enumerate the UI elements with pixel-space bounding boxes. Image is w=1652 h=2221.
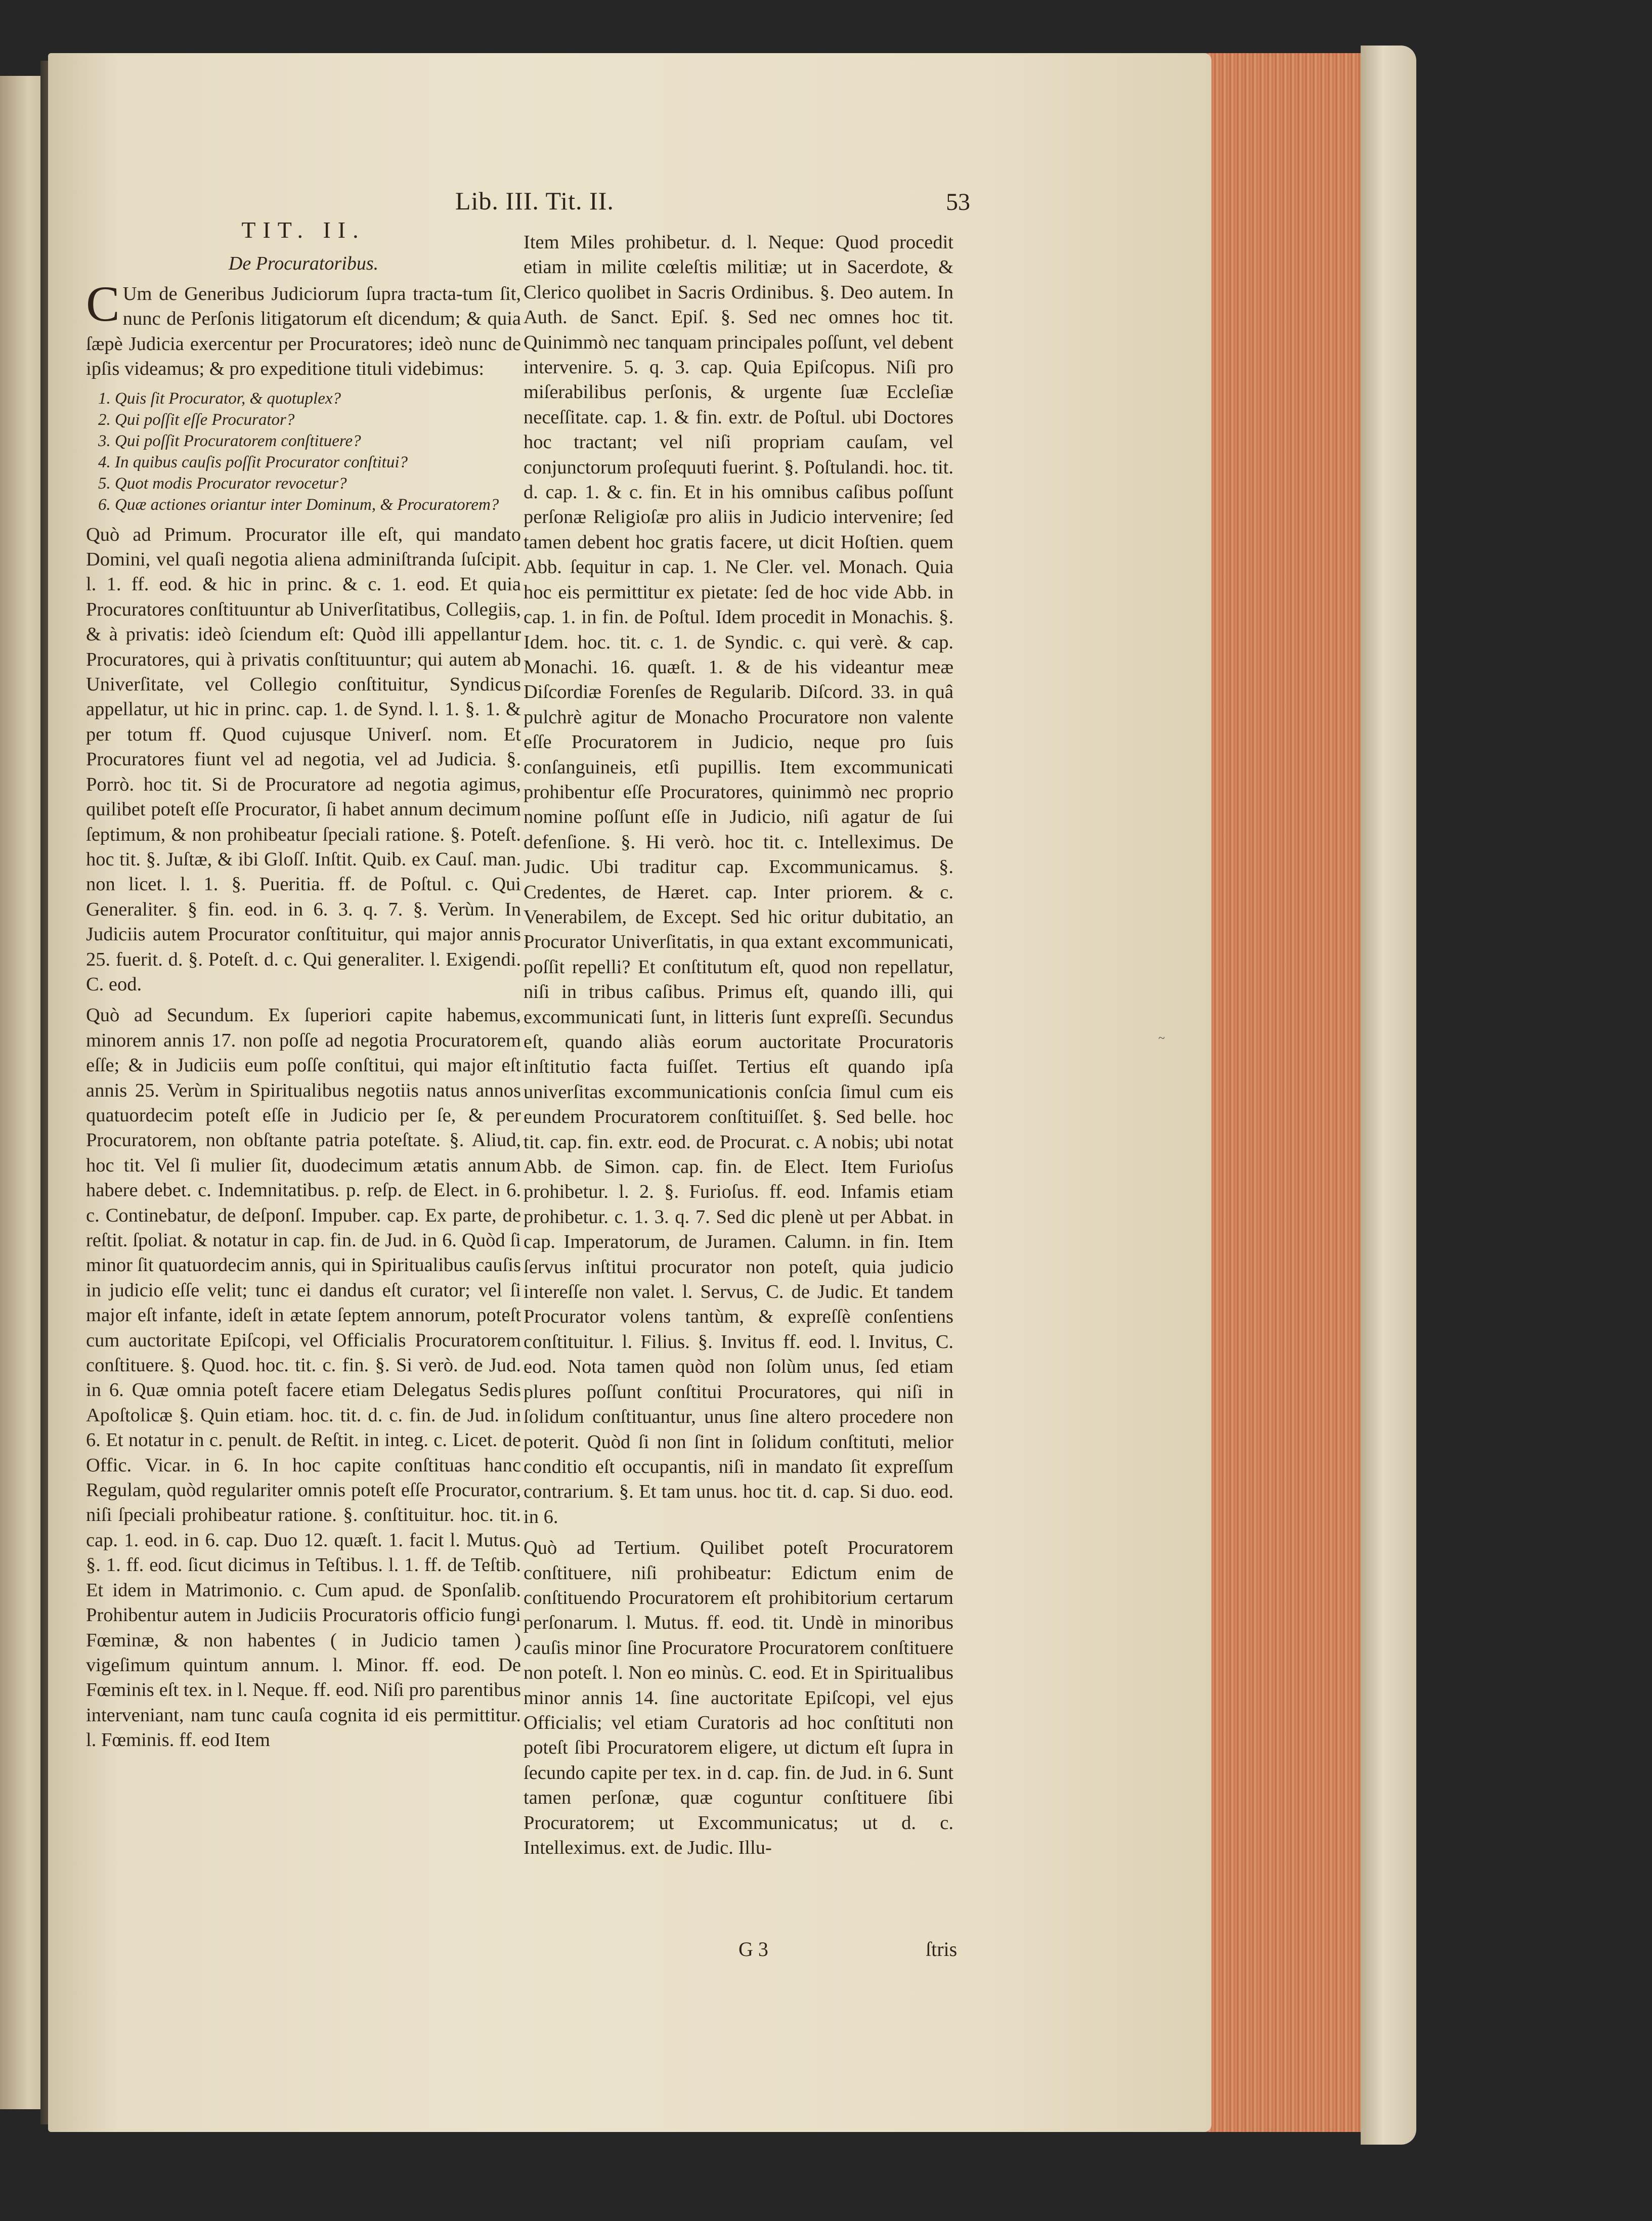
intro-paragraph bbox=[86, 276, 521, 382]
question-item: 2. Qui poſſit eſſe Procurator? bbox=[98, 410, 295, 429]
question-item: 1. Quis ſit Procurator, & quotuplex? bbox=[98, 389, 341, 408]
initial-letter: C bbox=[86, 276, 120, 332]
title-heading: TIT. II. bbox=[241, 217, 366, 243]
page-number: 53 bbox=[946, 189, 970, 215]
question-item: 6. Quæ actiones oriantur inter Dominum, & Procuratorem? bbox=[98, 495, 499, 514]
paragraph-tertium: Quò ad Tertium. Quilibet poteſt Procuratorem conſtituere, niſi prohibeatur: Edictum enim de conſtituendo Procuratorem eſt prohibitorium certarum perſonarum. l. Mutus. ff. eod. tit. Undè in minoribus cauſis minor ſine Procuratore Procuratorem conſtituere non poteſt. l. Non eo minùs. C. eod. Et in Spiritualibus minor annis 14. ſine auctoritate Epiſcopi, vel ejus Officialis; vel etiam Curatoris ad hoc conſtituti non poteſt ſibi Procuratorem eligere, ut dictum eſt ſupra in ſecundo capite per tex. in d. cap. fin. de Jud. in 6. Sunt tamen perſonæ, quæ coguntur conſtituere ſibi Procuratorem; ut Excommunicatus; ut d. c. Intelleximus. ext. de Judic. Illu- bbox=[524, 1537, 953, 1858]
right-column bbox=[524, 230, 953, 1866]
question-list bbox=[86, 388, 521, 515]
question-item: 3. Qui poſſit Procuratorem conſtituere? bbox=[98, 431, 361, 450]
running-head: Lib. III. Tit. II. bbox=[455, 187, 614, 215]
title-subheading: De Procuratoribus. bbox=[228, 253, 379, 274]
paragraph-continued: Item Miles prohibetur. d. l. Neque: Quod procedit etiam in milite cœleſtis militiæ; ut in Sacerdote, & Clerico quolibet in Sacris Ordinibus. §. Deo autem. In Auth. de Sanct. Epiſ. §. Sed nec omnes hoc tit. Quinimmò nec tanquam principales poſſunt, vel debent intervenire. 5. q. 3. cap. Quia Epiſcopus. Niſi pro miſerabilibus perſonis, & urgente ſuæ Eccleſiæ neceſſitate. cap. 1. & fin. extr. de Poſtul. ubi Doctores hoc tractant; vel niſi propriam cauſam, vel conjunctorum proſequuti fuerint. §. Poſtulandi. hoc. tit. d. cap. 1. & c. fin. Et in his omnibus caſibus poſſunt perſonæ Religioſæ pro aliis in Judicio intervenire; ſed tamen debent hoc gratis facere, ut dicit Hoſtien. quem Abb. ſequitur in cap. 1. Ne Cler. vel. Monach. Quia hoc eis permittitur ex pietate: ſed de hoc vide Abb. in cap. 1. in fin. de Poſtul. Idem procedit in Monachis. §. Idem. hoc. tit. c. 1. de Syndic. c. qui verè. & cap. Monachi. 16. quæſt. 1. & de his videantur meæ Diſcordiæ Forenſes de Regularib. Diſcord. 33. in quâ pulchrè agitur de Monacho Procuratore non valente eſſe Procuratorem in Judicio, neque pro ſuis conſanguineis, etſi pupillis. Item excommunicati prohibentur eſſe Procuratores, quinimmò nec proprio nomine poſſunt eſſe in Judicio, niſi agatur de ſui defenſione. §. Hi verò. hoc tit. c. Intelleximus. De Judic. Ubi traditur cap. Excommunicamus. §. Credentes, de Hæret. cap. Inter priorem. & c. Venerabilem, de Except. Sed hic oritur dubitatio, an Procurator Univerſitatis, in qua extant excommunicati, poſſit repelli? Et conſtitutum eſt, quod non repellatur, niſi in tribus caſibus. Primus eſt, quando illi, qui excommunicati ſunt, in litteris ſunt expreſſi. Secundus eſt, quando aliàs eorum auctoritate Procuratoris inſtitutio facta fuiſſet. Tertius eſt quando ipſa univerſitas excommunicationis conſcia ſimul cum eis eundem Procuratorem conſtituiſſet. §. Sed belle. hoc tit. cap. fin. extr. eod. de Procurat. c. A nobis; ubi notat Abb. de Simon. cap. fin. de Elect. Item Furioſus prohibetur. l. 2. §. Furioſus. ff. eod. Infamis etiam prohibetur. c. 1. 3. q. 7. Sed dic plenè ut per Abbat. in cap. Imperatorum, de Juramen. Calumn. in fin. Item ſervus inſtitui procurator non poteſt, quia judicio intereſſe non valet. l. Servus, C. de Judic. Et tandem Procurator volens tantùm, & expreſſè conſentiens conſtituitur. l. Filius. §. Invitus ff. eod. l. Invitus, C. eod. Nota tamen quòd non ſolùm unus, ſed etiam plures poſſunt conſtitui Procuratores, qui niſi in ſolidum conſtituantur, unus ſine altero procedere non poterit. Quòd ſi non ſint in ſolidum conſtituti, melior conditio eſt occupantis, niſi in mandato ſit expreſſum contrarium. §. Et tam unus. hoc tit. d. cap. Si duo. eod. in 6. bbox=[524, 232, 953, 1528]
signature-mark: G 3 bbox=[738, 1938, 768, 1961]
catchword: ſtris bbox=[926, 1938, 958, 1961]
paragraph-secundum: Quò ad Secundum. Ex ſuperiori capite habemus, minorem annis 17. non poſſe ad negotia Procuratorem eſſe; & in Judiciis eum poſſe conſtitui, qui major eſt annis 25. Verùm in Spiritualibus negotiis natus annos quatuordecim poteſt eſſe in Judicio per ſe, & per Procuratorem, non obſtante patria poteſtate. §. Aliud, hoc tit. Vel ſi mulier ſit, duodecimum ætatis annum habere debet. c. Indemnitatibus. p. reſp. de Elect. in 6. c. Continebatur, de deſponſ. Impuber. cap. Ex parte, de reſtit. ſpoliat. & notatur in cap. fin. de Jud. in 6. Quòd ſi minor ſit quatuordecim annis, qui in Spiritualibus cauſis in judicio eſſe velit; tunc ei dandus eſt curator; vel ſi major eſt infante, ideſt in ætate ſeptem annorum, poteſt cum auctoritate Epiſcopi, vel Officialis Procuratorem conſtituere. §. Quod. hoc. tit. c. fin. §. Si verò. de Jud. in 6. Quæ omnia poteſt facere etiam Delegatus Sedis Apoſtolicæ §. Quin etiam. hoc. tit. d. c. fin. de Jud. in 6. Et notatur in c. penult. de Reſtit. in integ. c. Licet. de Offic. Vicar. in 6. In hoc capite conſtituas hanc Regulam, quòd regulariter omnis poteſt eſſe Procurator, niſi ſpeciali prohibeatur ratione. §. conſtituitur. hoc. tit. cap. 1. eod. in 6. cap. Duo 12. quæſt. 1. facit l. Mutus. §. 1. ff. eod. ſicut dicimus in Teſtibus. l. 1. ff. de Teſtib. Et idem in Matrimonio. c. Cum apud. de Sponſalib. Prohibentur autem in Judiciis Procuratoris officio fungi Fœminæ, & non habentes ( in Judicio tamen ) vigeſimum quintum annum. l. Minor. ff. eod. De Fœminis eſt tex. in l. Neque. ff. eod. Niſi pro parentibus interveniant, nam tunc cauſa cognita id eis permittitur. l. Fœminis. ff. eod Item bbox=[86, 1005, 521, 1751]
left-column bbox=[86, 215, 521, 1759]
back-cover-board bbox=[1361, 46, 1416, 2145]
paragraph-primum: Quò ad Primum. Procurator ille eſt, qui mandato Domini, vel quaſi negotia aliena adminiſtranda ſuſcipit. l. 1. ff. eod. & hic in princ. & c. 1. eod. Et quia Procuratores conſtituuntur ab Univerſitatibus, Collegiis, & à privatis: ideò ſciendum eſt: Quòd illi appellantur Procuratores, qui à privatis conſtituuntur; qui autem ab Univerſitate, vel Collegio conſtituitur, Syndicus appellatur, ut hic in princ. cap. 1. de Synd. l. 1. §. 1. & per totum ff. Quod cujusque Univerſ. nom. Et Procuratores fiunt vel ad negotia, vel ad Judicia. §. Porrò. hoc tit. Si de Procuratore ad negotia agimus, quilibet poteſt eſſe Procurator, ſi habet annum decimum ſeptimum, & non prohibeatur ſpeciali ratione. §. Poteſt. hoc tit. §. Juſtæ, & ibi Gloſſ. Inſtit. Quib. ex Cauſ. man. non licet. l. 1. §. Pueritia. ff. de Poſtul. c. Qui Generaliter. § fin. eod. in 6. 3. q. 7. §. Verùm. In Judiciis autem Procurator conſtituitur, qui major annis 25. fuerit. d. §. Poteſt. d. c. Qui generaliter. l. Exigendi. C. eod. bbox=[86, 524, 521, 995]
ink-blot: ~ bbox=[1158, 1032, 1165, 1045]
intro-text: Um de Generibus Judiciorum ſupra tracta-tum ſit, nunc de Perſonis litigatorum eſt dicendum; & quia ſæpè Judicia exercentur per Procuratores; ideò nunc de ipſis videamus; & pro expeditione tituli videbimus: bbox=[86, 283, 521, 380]
question-item: 5. Quot modis Procurator revocetur? bbox=[98, 474, 347, 493]
question-item: 4. In quibus cauſis poſſit Procurator conſtitui? bbox=[98, 453, 408, 471]
